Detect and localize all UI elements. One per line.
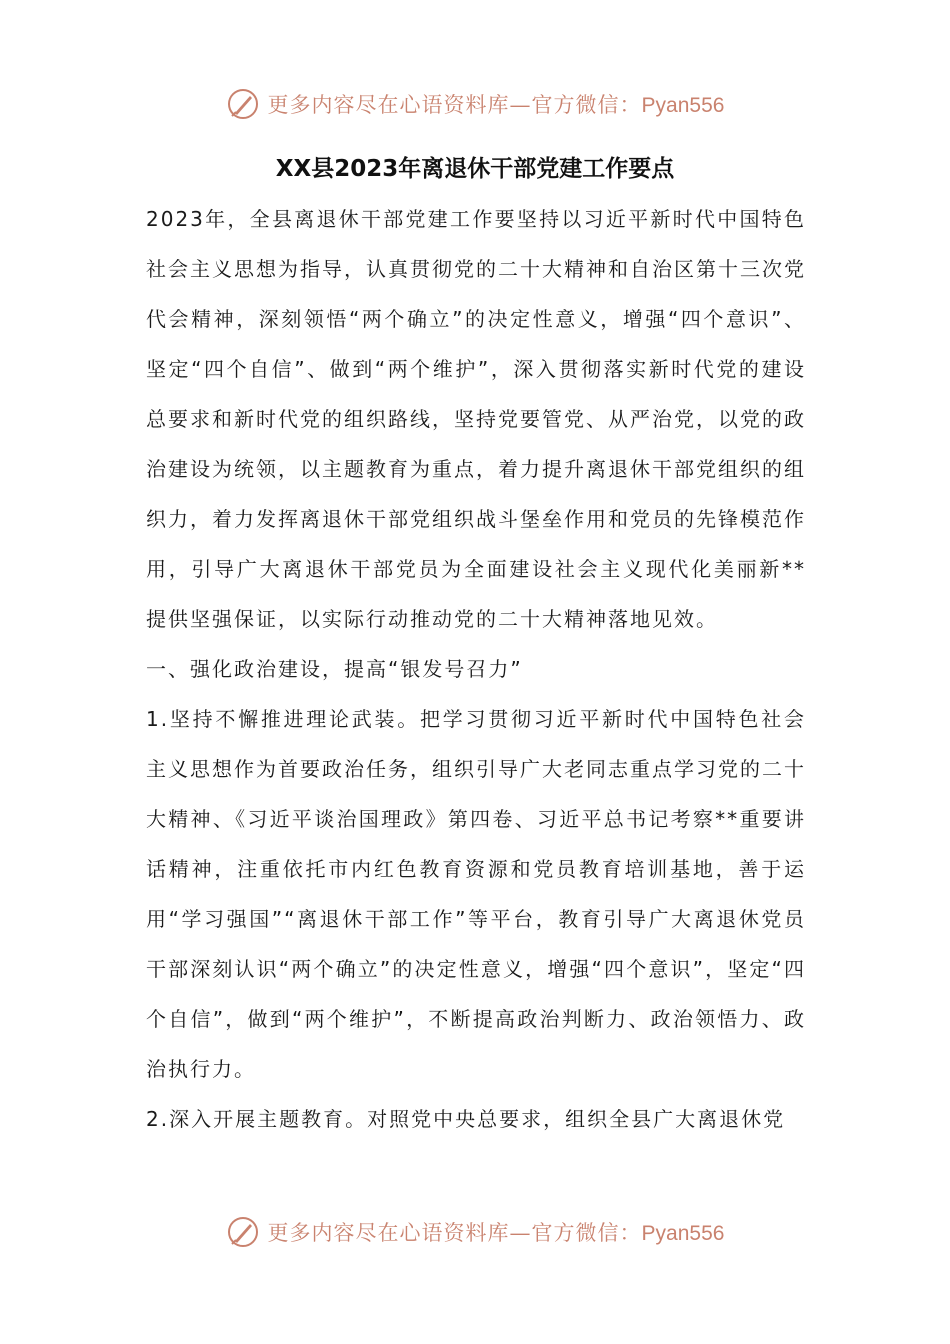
item-paragraph-2: 2.深入开展主题教育。对照党中央总要求，组织全县广大离退休党	[146, 1107, 786, 1131]
watermark-wechat-id: Pyan556	[641, 1222, 725, 1245]
watermark-text	[268, 89, 725, 119]
document-body	[146, 194, 806, 1144]
watermark-wechat-id: Pyan556	[641, 94, 725, 117]
watermark-label: 更多内容尽在心语资料库—官方微信：	[267, 93, 642, 117]
watermark-label: 更多内容尽在心语资料库—官方微信：	[267, 1221, 642, 1245]
quill-logo-icon	[226, 87, 260, 121]
watermark-footer	[0, 1212, 950, 1252]
item-paragraph-1: 1.坚持不懈推进理论武装。把学习贯彻习近平新时代中国特色社会主义思想作为首要政治任务，组织引导广大老同志重点学习党的二十大精神、《习近平谈治国理政》第四卷、习近平总书记考察**重要讲话精神，注重依托市内红色教育资源和党员教育培训基地，善于运用“学习强国”“离退休干部工作”等平台，教育引导广大离退休党员干部深刻认识“两个确立”的决定性意义，增强“四个意识”，坚定“四个自信”，做到“两个维护”，不断提高政治判断力、政治领悟力、政治执行力。	[146, 707, 806, 1081]
intro-paragraph: 2023年，全县离退休干部党建工作要坚持以习近平新时代中国特色社会主义思想为指导，认真贯彻党的二十大精神和自治区第十三次党代会精神，深刻领悟“两个确立”的决定性意义，增强“四个意识”、坚定“四个自信”、做到“两个维护”，深入贯彻落实新时代党的建设总要求和新时代党的组织路线，坚持党要管党、从严治党，以党的政治建设为统领，以主题教育为重点，着力提升离退休干部党组织的组织力，着力发挥离退休干部党组织战斗堡垒作用和党员的先锋模范作用，引导广大离退休干部党员为全面建设社会主义现代化美丽新**提供坚强保证，以实际行动推动党的二十大精神落地见效。	[146, 207, 806, 631]
document-title: XX县2023年离退休干部党建工作要点	[275, 156, 675, 182]
watermark-header	[0, 84, 950, 124]
quill-logo-icon	[226, 1215, 260, 1249]
watermark-text	[268, 1217, 725, 1247]
section-heading: 一、强化政治建设，提高“银发号召力”	[146, 657, 523, 681]
